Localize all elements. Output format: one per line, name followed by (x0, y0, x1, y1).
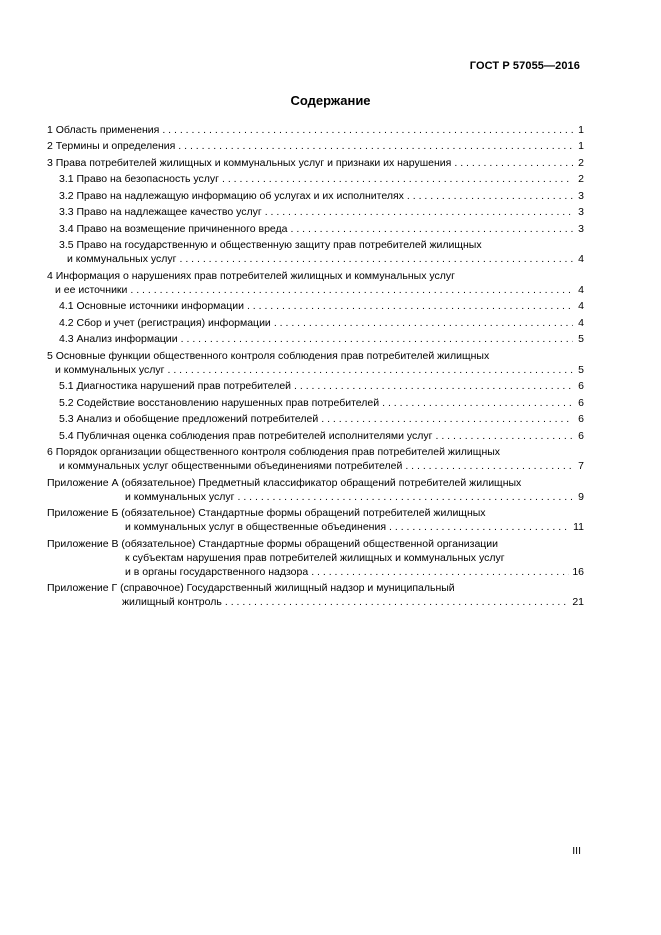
toc-leader-dots (311, 565, 569, 579)
page-title: Содержание (290, 93, 371, 108)
toc-entry[interactable] (47, 445, 584, 473)
toc-entry[interactable] (47, 396, 584, 410)
toc-leader-dots (382, 396, 573, 410)
toc-entry-text: Приложение Г (справочное) Государственный жилищный надзор и муниципальный (47, 582, 455, 594)
toc-entry-text: и ее источники (55, 283, 128, 296)
toc-page-number: 1 (578, 123, 584, 136)
toc-entry[interactable] (47, 123, 584, 137)
toc-entry[interactable] (47, 205, 584, 219)
toc-entry-text: 1 Область применения (47, 123, 160, 136)
toc-leader-dots (389, 520, 570, 534)
toc-entry-text: 6 Порядок организации общественного контроля соблюдения прав потребителей жилищных (47, 446, 501, 458)
document-header: ГОСТ Р 57055—2016 (469, 60, 580, 72)
toc-page-number: 7 (578, 460, 584, 472)
toc-leader-dots (405, 459, 573, 473)
toc-entry-text: Приложение А (обязательное) Предметный классификатор обращений потребителей жилищных (47, 476, 522, 489)
toc-leader-dots (321, 412, 573, 426)
toc-page-number: 21 (572, 596, 584, 608)
toc-entry-text: Приложение Б (обязательное) Стандартные формы обращений потребителей жилищных (47, 507, 486, 519)
toc-entry-text: 3.1 Право на безопасность услуг (59, 173, 220, 185)
toc-page-number: 6 (578, 380, 584, 392)
toc-page-number: 4 (578, 283, 584, 296)
toc-entry-text: и коммунальных услуг (125, 490, 235, 503)
toc-entry-text: и коммунальных услуг общественными объединениями потребителей (59, 460, 403, 472)
toc-page-number: 1 (578, 140, 584, 152)
toc-entry[interactable] (47, 506, 584, 534)
toc-entry-text: к субъектам нарушения прав потребителей жилищных и коммунальных услуг (125, 551, 505, 564)
toc-entry-text: и коммунальных услуг в общественные объединения (125, 521, 387, 533)
toc-page-number: 2 (578, 173, 584, 185)
toc-entry[interactable] (47, 189, 584, 203)
toc-entry[interactable] (47, 429, 584, 443)
toc-entry-text: жилищный контроль (122, 596, 222, 608)
toc-entry-text: 3.4 Право на возмещение причиненного вреда (59, 222, 288, 235)
toc-entry[interactable] (47, 269, 584, 297)
toc-page-number: 3 (578, 189, 584, 202)
toc-leader-dots (237, 490, 573, 504)
toc-entry-text: 5.4 Публичная оценка соблюдения прав потребителей исполнителями услуг (59, 429, 433, 442)
toc-leader-dots (274, 316, 573, 330)
toc-leader-dots (294, 379, 573, 393)
toc-entry[interactable] (47, 537, 584, 579)
toc-page-number: 2 (578, 156, 584, 169)
toc-entry[interactable] (47, 581, 584, 609)
toc-page-number: 3 (578, 222, 584, 235)
toc-leader-dots (167, 363, 573, 377)
toc-entry[interactable] (47, 238, 584, 266)
toc-entry-text: 4 Информация о нарушениях прав потребителей жилищных и коммунальных услуг (47, 269, 455, 282)
toc-entry-text: 5.3 Анализ и обобщение предложений потребителей (59, 413, 319, 425)
toc-page-number: 3 (578, 206, 584, 218)
toc-leader-dots (225, 595, 569, 609)
toc-page-number: 9 (578, 490, 584, 503)
toc-entry-text: и в органы государственного надзора (125, 565, 309, 578)
toc-leader-dots (222, 172, 573, 186)
toc-leader-dots (178, 139, 573, 153)
toc-leader-dots (265, 205, 573, 219)
toc-leader-dots (247, 299, 573, 313)
toc-page-number: 5 (578, 363, 584, 376)
toc-page-number: 4 (578, 300, 584, 312)
table-of-contents (47, 120, 584, 609)
toc-entry[interactable] (47, 139, 584, 153)
toc-page-number: 6 (578, 429, 584, 442)
toc-entry[interactable] (47, 172, 584, 186)
toc-entry-text: 2 Термины и определения (47, 140, 176, 152)
toc-entry-text: 4.2 Сбор и учет (регистрация) информации (59, 316, 271, 329)
toc-leader-dots (162, 123, 573, 137)
toc-entry[interactable] (47, 316, 584, 330)
toc-leader-dots (291, 222, 574, 236)
toc-entry[interactable] (47, 349, 584, 377)
toc-entry[interactable] (47, 299, 584, 313)
toc-entry-text: 3.3 Право на надлежащее качество услуг (59, 206, 262, 218)
toc-entry-text: 5.1 Диагностика нарушений прав потребителей (59, 380, 292, 392)
toc-entry[interactable] (47, 156, 584, 170)
toc-leader-dots (407, 189, 573, 203)
toc-entry[interactable] (47, 379, 584, 393)
page-number: III (572, 845, 581, 857)
toc-entry[interactable] (47, 332, 584, 346)
toc-entry-text: и коммунальных услуг (67, 253, 177, 265)
toc-page-number: 4 (578, 316, 584, 329)
toc-page-number: 6 (578, 413, 584, 425)
toc-leader-dots (179, 252, 573, 266)
toc-entry-text: 5.2 Содействие восстановлению нарушенных прав потребителей (59, 396, 380, 409)
toc-page-number: 6 (578, 396, 584, 409)
toc-page-number: 16 (572, 565, 584, 578)
toc-entry-text: 5 Основные функции общественного контроля соблюдения прав потребителей жилищных (47, 349, 490, 362)
toc-entry[interactable] (47, 222, 584, 236)
toc-entry-text: и коммунальных услуг (55, 363, 165, 376)
toc-entry-text: 3.5 Право на государственную и общественную защиту прав потребителей жилищных (59, 239, 482, 251)
toc-leader-dots (181, 332, 573, 346)
toc-entry-text: 4.1 Основные источники информации (59, 300, 244, 312)
toc-entry-text: 3.2 Право на надлежащую информацию об услугах и их исполнителях (59, 189, 404, 202)
toc-page-number: 4 (578, 253, 584, 265)
toc-leader-dots (454, 156, 573, 170)
toc-entry-text: 4.3 Анализ информации (59, 333, 178, 345)
toc-page-number: 11 (573, 521, 584, 533)
toc-entry[interactable] (47, 476, 584, 504)
toc-leader-dots (130, 283, 573, 297)
toc-leader-dots (436, 429, 573, 443)
toc-page-number: 5 (578, 333, 584, 345)
toc-entry-text: 3 Права потребителей жилищных и коммунальных услуг и признаки их нарушения (47, 156, 452, 169)
toc-entry[interactable] (47, 412, 584, 426)
toc-entry-text: Приложение В (обязательное) Стандартные формы обращений общественной организации (47, 537, 499, 550)
